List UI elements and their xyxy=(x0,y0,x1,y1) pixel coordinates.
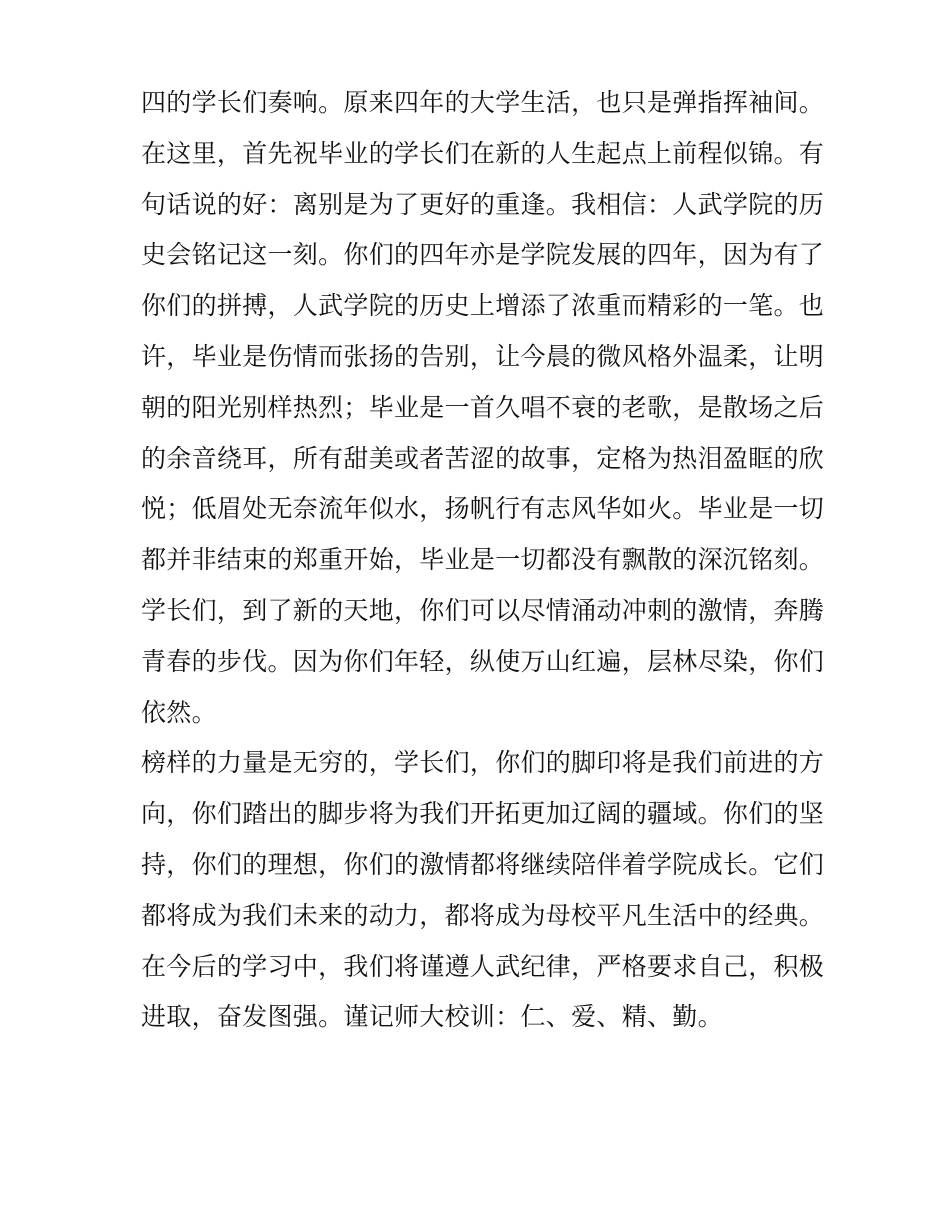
text-line-19: 进取，奋发图强。谨记师大校训：仁、爱、精、勤。 xyxy=(141,1002,723,1032)
text-line-11: 学长们，到了新的天地，你们可以尽情涌动冲刺的激情，奔腾 xyxy=(141,595,825,625)
text-line-5: 你们的拼搏，人武学院的历史上增添了浓重而精彩的一笔。也 xyxy=(141,291,825,321)
text-line-1: 四的学长们奏响。原来四年的大学生活，也只是弹指挥袖间。 xyxy=(141,88,825,117)
text-line-16: 持，你们的理想，你们的激情都将继续陪伴着学院成长。它们 xyxy=(141,849,825,879)
text-line-12: 青春的步伐。因为你们年轻，纵使万山红遍，层林尽染，你们 xyxy=(141,646,825,676)
text-line-6: 许，毕业是伤情而张扬的告别，让今晨的微风格外温柔，让明 xyxy=(141,341,825,371)
text-line-10: 都并非结束的郑重开始，毕业是一切都没有飘散的深沉铭刻。 xyxy=(141,545,825,575)
text-line-9: 悦；低眉处无奈流年似水，扬帆行有志风华如火。毕业是一切 xyxy=(141,494,825,524)
text-line-7: 朝的阳光别样热烈；毕业是一首久唱不衰的老歌，是散场之后 xyxy=(141,392,825,422)
text-line-2: 在这里，首先祝毕业的学长们在新的人生起点上前程似锦。有 xyxy=(141,138,825,168)
text-line-4: 史会铭记这一刻。你们的四年亦是学院发展的四年，因为有了 xyxy=(141,240,825,270)
text-line-18: 在今后的学习中，我们将谨遵人武纪律，严格要求自己，积极 xyxy=(141,951,825,981)
text-line-8: 的余音绕耳，所有甜美或者苦涩的故事，定格为热泪盈眶的欣 xyxy=(141,443,825,473)
text-line-3: 句话说的好：离别是为了更好的重逢。我相信：人武学院的历 xyxy=(141,189,825,219)
text-line-15: 向，你们踏出的脚步将为我们开拓更加辽阔的疆域。你们的坚 xyxy=(141,799,825,829)
text-line-13: 依然。 xyxy=(141,697,217,727)
text-line-17: 都将成为我们未来的动力，都将成为母校平凡生活中的经典。 xyxy=(141,900,825,930)
text-line-14: 榜样的力量是无穷的，学长们，你们的脚印将是我们前进的方 xyxy=(141,748,825,778)
body-text xyxy=(141,78,825,1043)
